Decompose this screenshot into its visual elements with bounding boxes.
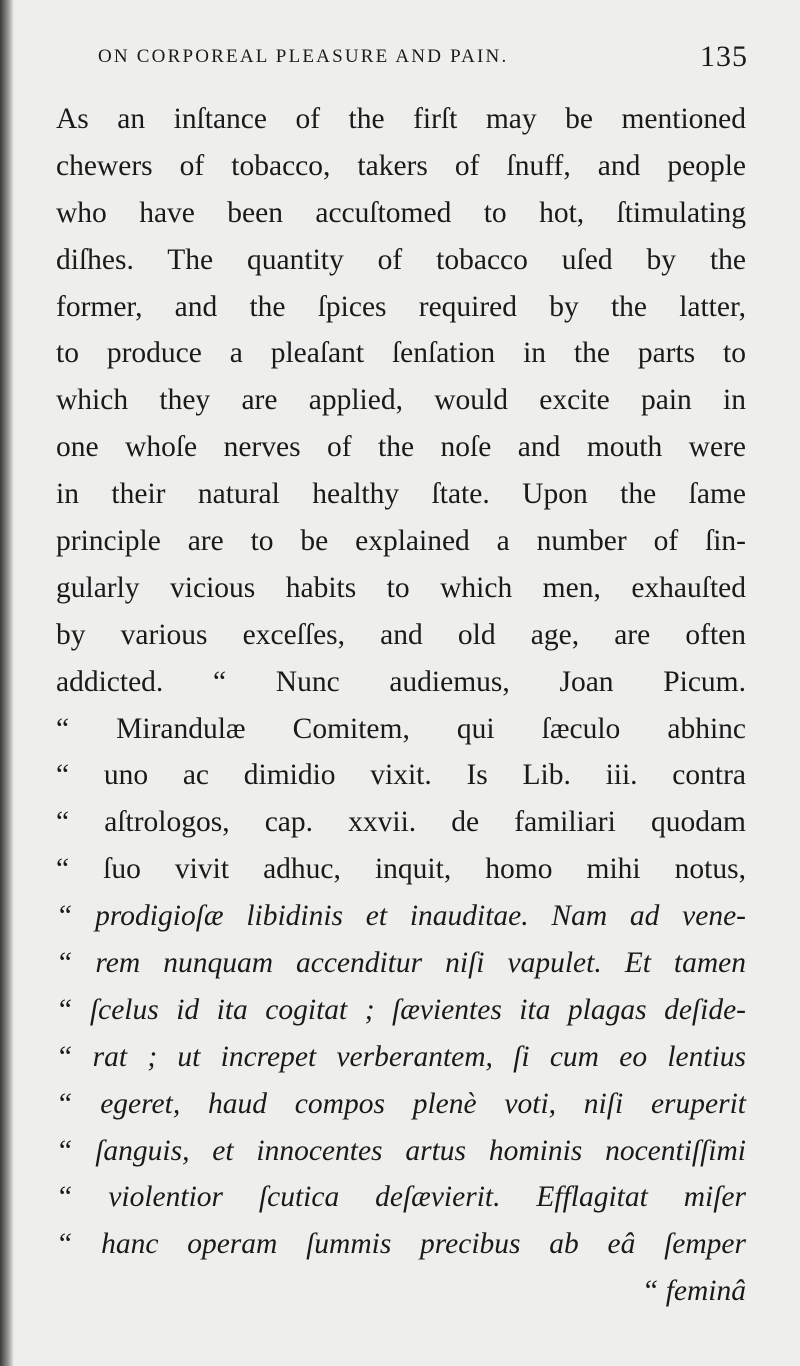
text-line: chewers of tobacco, takers of ſnuff, and people (56, 149, 746, 182)
text-line: by various exceſſes, and old age, are often (56, 618, 746, 651)
binding-shadow (0, 0, 14, 1366)
text-line-italic: “ hanc operam ſummis precibus ab eâ ſemper (56, 1228, 746, 1261)
text-line-italic: “ rem nunquam accenditur niſi vapulet. Et tamen (56, 947, 746, 980)
text-line-italic: “ prodigioſæ libidinis et inauditae. Nam ad vene- (56, 900, 746, 933)
text-line: As an inſtance of the firſt may be mentioned (56, 103, 746, 135)
text-line: in their natural healthy ſtate. Upon the ſame (56, 478, 746, 511)
text-line-italic: “ egeret, haud compos plenè voti, niſi eruperit (56, 1087, 746, 1120)
text-line-italic: “ ſanguis, et innocentes artus hominis nocentiſſimi (56, 1134, 746, 1167)
text-line: addicted. “ Nunc audiemus, Joan Picum. (56, 665, 746, 698)
page-number: 135 (700, 40, 748, 73)
page-header (98, 40, 748, 80)
text-line: gularly vicious habits to which men, exhauſted (56, 571, 746, 604)
body-text (56, 96, 746, 1315)
text-line: principle are to be explained a number of ſin- (56, 525, 746, 558)
text-line: former, and the ſpices required by the latter, (56, 290, 746, 323)
catchword: “ feminâ (641, 1275, 746, 1308)
text-line: who have been accuſtomed to hot, ſtimulating (56, 196, 746, 229)
text-line: diſhes. The quantity of tobacco uſed by the (56, 243, 746, 276)
text-line: one whoſe nerves of the noſe and mouth were (56, 431, 746, 464)
text-line-italic: “ ſcelus id ita cogitat ; ſævientes ita plagas deſide- (56, 993, 746, 1026)
text-line: to produce a pleaſant ſenſation in the parts to (56, 337, 746, 370)
text-line: “ aſtrologos, cap. xxvii. de familiari quodam (56, 806, 746, 839)
text-line-italic: “ rat ; ut increpet verberantem, ſi cum eo lentius (56, 1040, 746, 1073)
text-line-italic: “ violentior ſcutica deſævierit. Efflagitat miſer (56, 1181, 746, 1214)
running-head: ON CORPOREAL PLEASURE AND PAIN. (98, 46, 509, 67)
text-line: “ Mirandulæ Comitem, qui ſæculo abhinc (56, 712, 746, 745)
text-line: which they are applied, would excite pain in (56, 384, 746, 417)
text-line: “ ſuo vivit adhuc, inquit, homo mihi notus, (56, 853, 746, 886)
text-line: “ uno ac dimidio vixit. Is Lib. iii. contra (56, 759, 746, 792)
